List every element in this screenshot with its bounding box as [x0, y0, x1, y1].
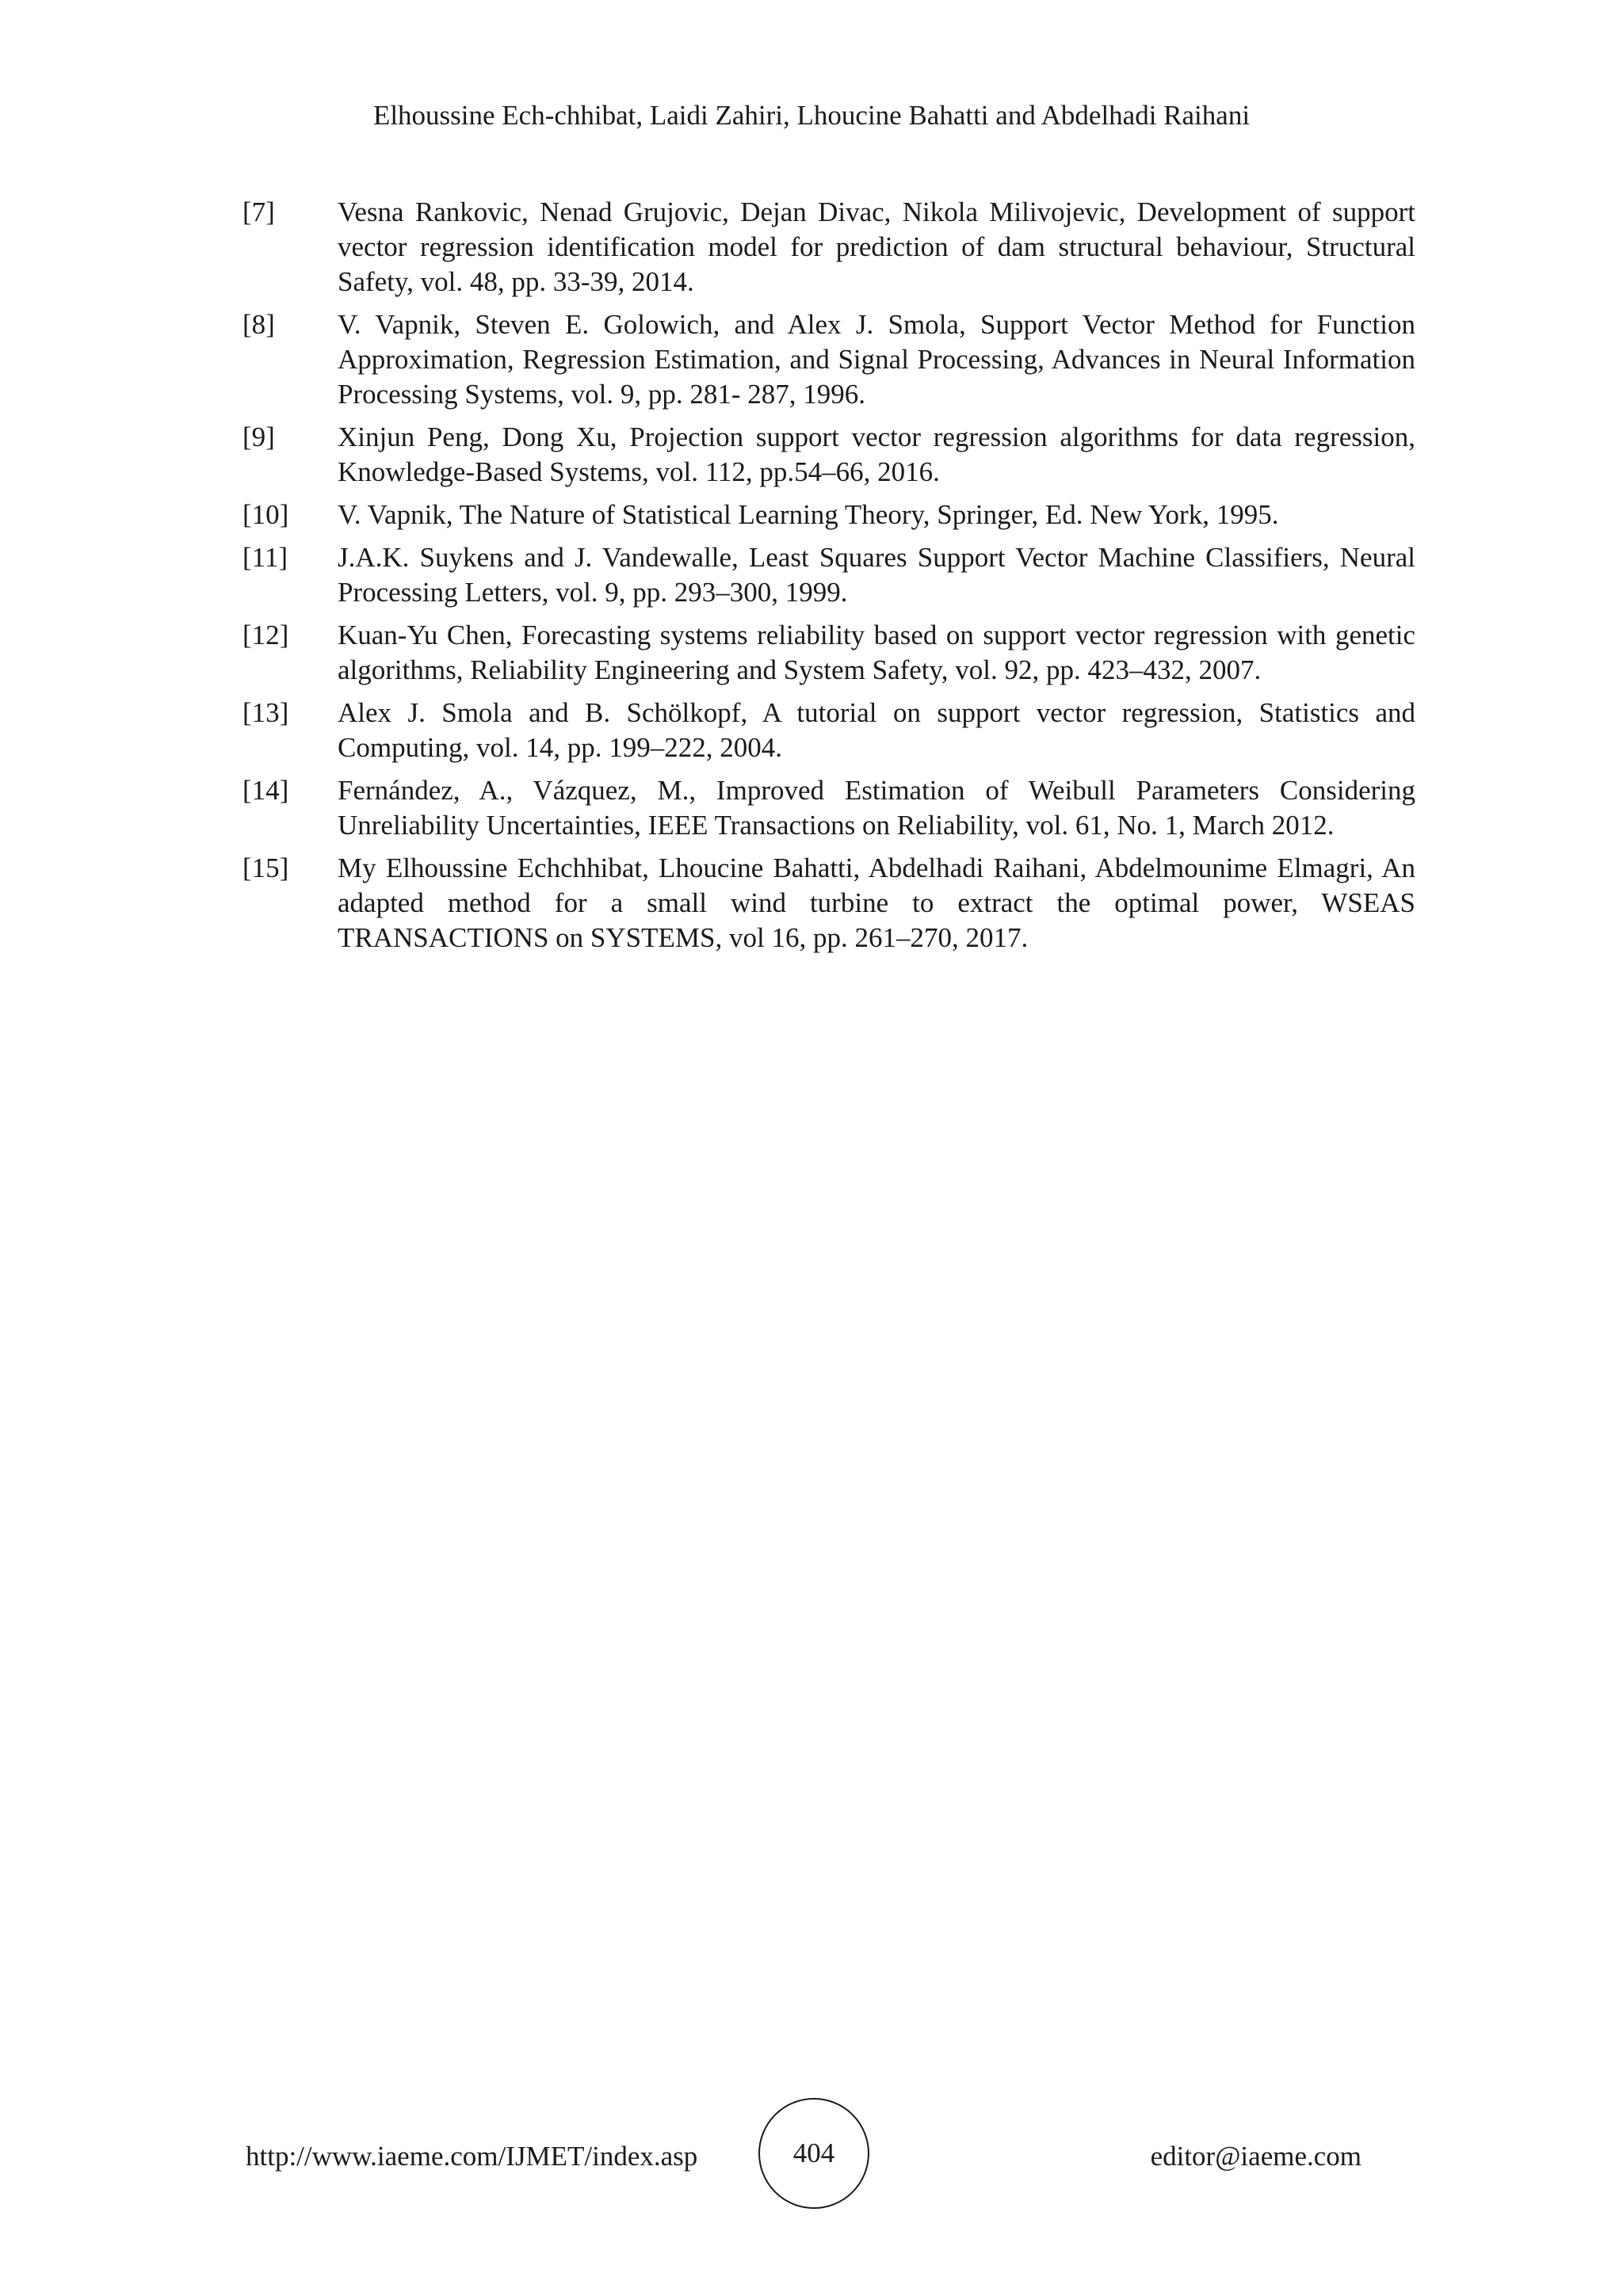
- reference-number: [10]: [242, 499, 289, 530]
- reference-item-13: [242, 696, 1415, 765]
- reference-text: J.A.K. Suykens and J. Vandewalle, Least Squares Support Vector Machine Classifiers, Neural Processing Letters, vol. 9, pp. 293–300, 1999.: [338, 542, 1415, 608]
- reference-number: [12]: [242, 620, 289, 650]
- reference-number: [9]: [242, 421, 275, 452]
- reference-text: My Elhoussine Echchhibat, Lhoucine Bahatti, Abdelhadi Raihani, Abdelmounime Elmagri, An adapted method for a small wind turbine to extract the optimal power, WSEAS TRANSACTIONS on SYSTEMS, vol 16, pp. 261–270, 2017.: [338, 852, 1415, 953]
- reference-item-14: [242, 773, 1415, 843]
- reference-text: Fernández, A., Vázquez, M., Improved Estimation of Weibull Parameters Considering Unreliability Uncertainties, IEEE Transactions on Reliability, vol. 61, No. 1, March 2012.: [338, 775, 1415, 841]
- footer-url-link[interactable]: http://www.iaeme.com/IJMET/index.asp: [246, 2141, 698, 2172]
- reference-item-8: [242, 307, 1415, 412]
- reference-text: Xinjun Peng, Dong Xu, Projection support vector regression algorithms for data regression, Knowledge-Based Systems, vol. 112, pp.54–66, 2016.: [338, 421, 1415, 487]
- reference-number: [15]: [242, 852, 289, 883]
- reference-text: V. Vapnik, Steven E. Golowich, and Alex J. Smola, Support Vector Method for Function Approximation, Regression Estimation, and Signal Processing, Advances in Neural Information Processing Systems, vol. 9, pp. 281- 287, 1996.: [338, 309, 1415, 410]
- reference-number: [11]: [242, 542, 288, 573]
- reference-item-9: [242, 420, 1415, 490]
- reference-item-11: [242, 540, 1415, 610]
- reference-number: [14]: [242, 775, 289, 806]
- page-number-circle: [758, 2098, 869, 2209]
- reference-text: Kuan-Yu Chen, Forecasting systems reliability based on support vector regression with genetic algorithms, Reliability Engineering and System Safety, vol. 92, pp. 423–432, 2007.: [338, 620, 1415, 685]
- reference-item-10: [242, 498, 1415, 532]
- reference-text: Vesna Rankovic, Nenad Grujovic, Dejan Divac, Nikola Milivojevic, Development of support vector regression identification model for prediction of dam structural behaviour, Structural Safety, vol. 48, pp. 33-39, 2014.: [338, 196, 1415, 297]
- reference-text: V. Vapnik, The Nature of Statistical Learning Theory, Springer, Ed. New York, 1995.: [338, 499, 1279, 530]
- reference-text: Alex J. Smola and B. Schölkopf, A tutorial on support vector regression, Statistics and Computing, vol. 14, pp. 199–222, 2004.: [338, 697, 1415, 763]
- footer-email-link[interactable]: editor@iaeme.com: [1150, 2141, 1361, 2172]
- reference-list: [242, 195, 1415, 963]
- reference-item-12: [242, 618, 1415, 688]
- page-number: 404: [792, 2138, 835, 2168]
- running-head-authors: Elhoussine Ech-chhibat, Laidi Zahiri, Lhoucine Bahatti and Abdelhadi Raihani: [372, 100, 1251, 131]
- reference-number: [13]: [242, 697, 289, 728]
- reference-item-15: [242, 851, 1415, 955]
- reference-number: [8]: [242, 309, 275, 340]
- page-footer: [0, 2098, 1623, 2217]
- reference-item-7: [242, 195, 1415, 299]
- reference-number: [7]: [242, 196, 275, 227]
